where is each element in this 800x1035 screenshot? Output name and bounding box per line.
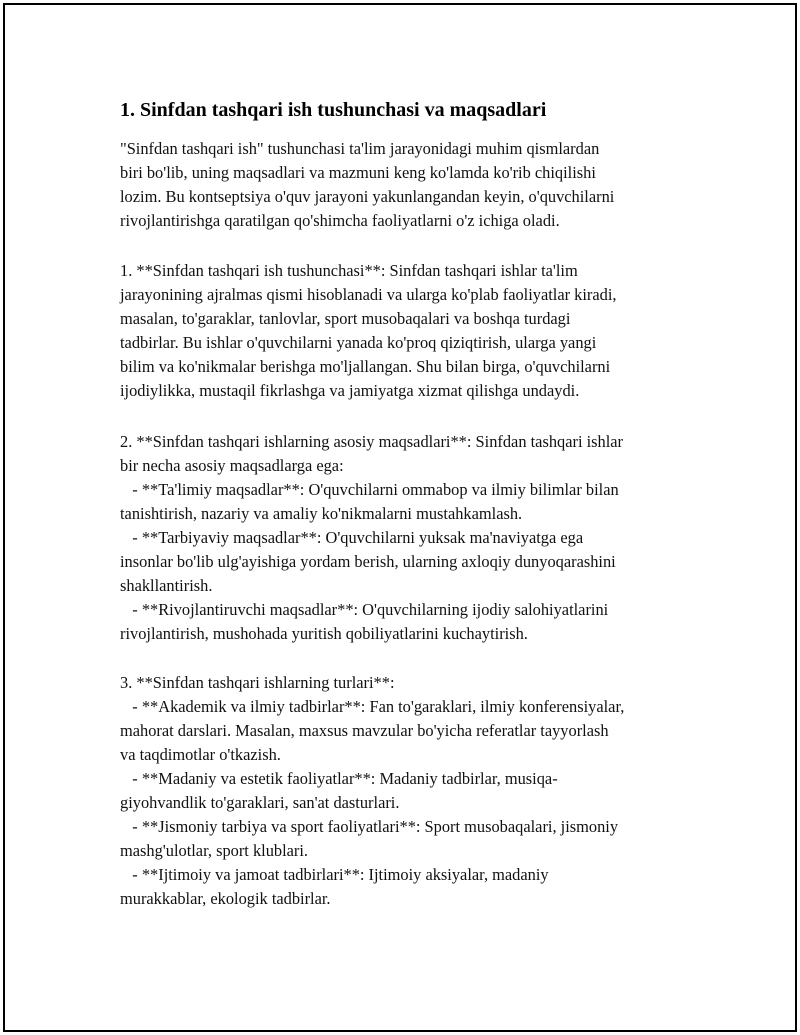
concept-paragraph: 1. **Sinfdan tashqari ish tushunchasi**: Sinfdan tashqari ishlar ta'lim jarayonining ajralmas qismi hisoblanadi va ularga ko'plab faoliyatlar kiradi, masalan, to'garaklar, tanlovlar, sport musobaqalari va boshqa turdagi tadbirlar. Bu ishlar o'quvchilarni yanada ko'proq qiziqtirish, ularga yangi bilim va ko'nikmalar berishga mo'ljallangan. Shu bilan birga, o'quvchilarni ijodiylikka, mustaqil fikrlashga va jamiyatga xizmat qilishga undaydi. bbox=[120, 261, 617, 400]
goals-paragraph: 2. **Sinfdan tashqari ishlarning asosiy maqsadlari**: Sinfdan tashqari ishlar bir necha asosiy maqsadlarga ega: - **Ta'limiy maqsadlar**: O'quvchilarni ommabop va ilmiy bilimlar bilan tanishtirish, nazariy va amaliy ko'nikmalarni mustahkamlash. - **Tarbiyaviy maqsadlar**: O'quvchilarni yuksak ma'naviyatga ega insonlar bo'lib ulg'ayishiga yordam berish, ularning axloqiy dunyoqarashini shakllantirish. - **Rivojlantiruvchi maqsadlar**: O'quvchilarning ijodiy salohiyatlarini rivojlantirish, mushohada yuritish qobiliyatlarini kuchaytirish. bbox=[120, 432, 624, 643]
section-heading: 1. Sinfdan tashqari ish tushunchasi va maqsadlari bbox=[120, 99, 547, 121]
intro-paragraph: "Sinfdan tashqari ish" tushunchasi ta'lim jarayonidagi muhim qismlardan biri bo'lib, uning maqsadlari va mazmuni keng ko'lamda ko'rib chiqilishi lozim. Bu kontseptsiya o'quv jarayoni yakunlangandan keyin, o'quvchilarni rivojlantirishga qaratilgan qo'shimcha faoliyatlarni o'z ichiga oladi. bbox=[120, 139, 615, 230]
types-paragraph: 3. **Sinfdan tashqari ishlarning turlari**: - **Akademik va ilmiy tadbirlar**: Fan to'garaklari, ilmiy konferensiyalar, mahorat darslari. Masalan, maxsus mavzular bo'yicha referatlar tayyorlash va taqdimotlar o'tkazish. - **Madaniy va estetik faoliyatlar**: Madaniy tadbirlar, musiqa- giyohvandlik to'garaklari, san'at dasturlari. - **Jismoniy tarbiya va sport faoliyatlari**: Sport musobaqalari, jismoniy mashg'ulotlar, sport klublari. - **Ijtimoiy va jamoat tadbirlari**: Ijtimoiy aksiyalar, madaniy murakkablar, ekologik tadbirlar. bbox=[120, 673, 625, 908]
document-page bbox=[3, 3, 797, 1032]
document-body bbox=[120, 97, 690, 908]
